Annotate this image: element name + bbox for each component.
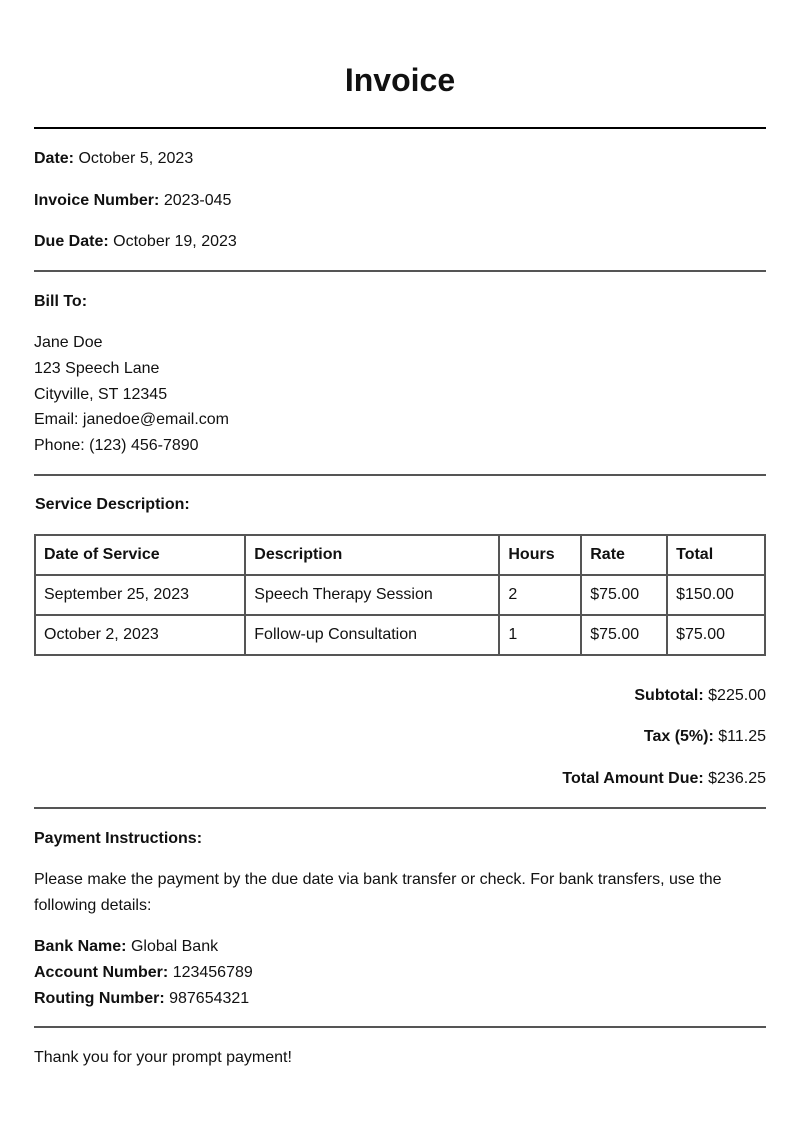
due-date-value: October 19, 2023 (113, 233, 237, 250)
bill-to-heading (34, 292, 87, 312)
payment-instructions: Please make the payment by the due date via bank transfer or check. For bank transfers, use the following details: (34, 871, 722, 914)
table-cell: $150.00 (667, 575, 765, 615)
subtotal-label: Subtotal: (634, 687, 704, 704)
subtotal (634, 686, 766, 706)
routing-number (34, 989, 249, 1009)
total-value: $236.25 (708, 770, 766, 787)
invoice-number-value: 2023-045 (163, 192, 232, 209)
table-cell: Follow-up Consultation (245, 615, 499, 655)
service-heading-text: Service Description: (35, 496, 190, 513)
bill-to-phone: Phone: (123) 456-7890 (34, 437, 199, 454)
table-cell: September 25, 2023 (35, 575, 245, 615)
account-number-value: 123456789 (172, 964, 253, 981)
table-cell: $75.00 (581, 575, 667, 615)
bill-to-heading-text: Bill To: (34, 293, 88, 310)
total-amount-due (562, 769, 766, 789)
invoice-number (34, 191, 231, 211)
invoice-date (34, 149, 193, 169)
column-header: Description (245, 535, 499, 575)
account-number (34, 963, 253, 983)
bank-name (34, 937, 218, 957)
bill-to-street: 123 Speech Lane (34, 360, 160, 377)
table-row (35, 615, 765, 655)
due-date (34, 232, 237, 252)
bank-name-value: Global Bank (130, 938, 219, 955)
column-header: Hours (499, 535, 581, 575)
page-title: Invoice (344, 62, 456, 98)
divider (34, 474, 766, 476)
service-heading (35, 495, 190, 515)
bill-to-email: Email: janedoe@email.com (34, 411, 229, 428)
bank-name-label: Bank Name: (34, 938, 127, 955)
column-header: Total (667, 535, 765, 575)
bill-to-city: Cityville, ST 12345 (34, 386, 168, 403)
table-cell: $75.00 (667, 615, 765, 655)
routing-number-value: 987654321 (169, 990, 250, 1007)
tax (644, 727, 766, 747)
invoice-number-label: Invoice Number: (34, 192, 160, 209)
payment-heading-text: Payment Instructions: (34, 830, 203, 847)
subtotal-value: $225.00 (708, 687, 766, 704)
table-row (35, 575, 765, 615)
table-cell: $75.00 (581, 615, 667, 655)
thank-you-note: Thank you for your prompt payment! (34, 1049, 292, 1066)
column-header: Rate (581, 535, 667, 575)
tax-value: $11.25 (718, 728, 766, 745)
due-date-label: Due Date: (34, 233, 109, 250)
payment-heading (34, 829, 202, 849)
divider (34, 270, 766, 272)
divider (34, 127, 766, 129)
date-label: Date: (34, 150, 75, 167)
tax-label: Tax (5%): (643, 728, 714, 745)
column-header: Date of Service (35, 535, 245, 575)
account-number-label: Account Number: (34, 964, 169, 981)
divider (34, 1026, 766, 1028)
date-value: October 5, 2023 (78, 150, 194, 167)
bill-to-name: Jane Doe (34, 334, 103, 351)
routing-number-label: Routing Number: (34, 990, 165, 1007)
divider (34, 807, 766, 809)
table-cell: October 2, 2023 (35, 615, 245, 655)
total-label: Total Amount Due: (562, 770, 704, 787)
table-cell: Speech Therapy Session (245, 575, 499, 615)
table-cell: 1 (499, 615, 581, 655)
service-table (34, 534, 766, 656)
table-header-row (35, 535, 765, 575)
table-cell: 2 (499, 575, 581, 615)
